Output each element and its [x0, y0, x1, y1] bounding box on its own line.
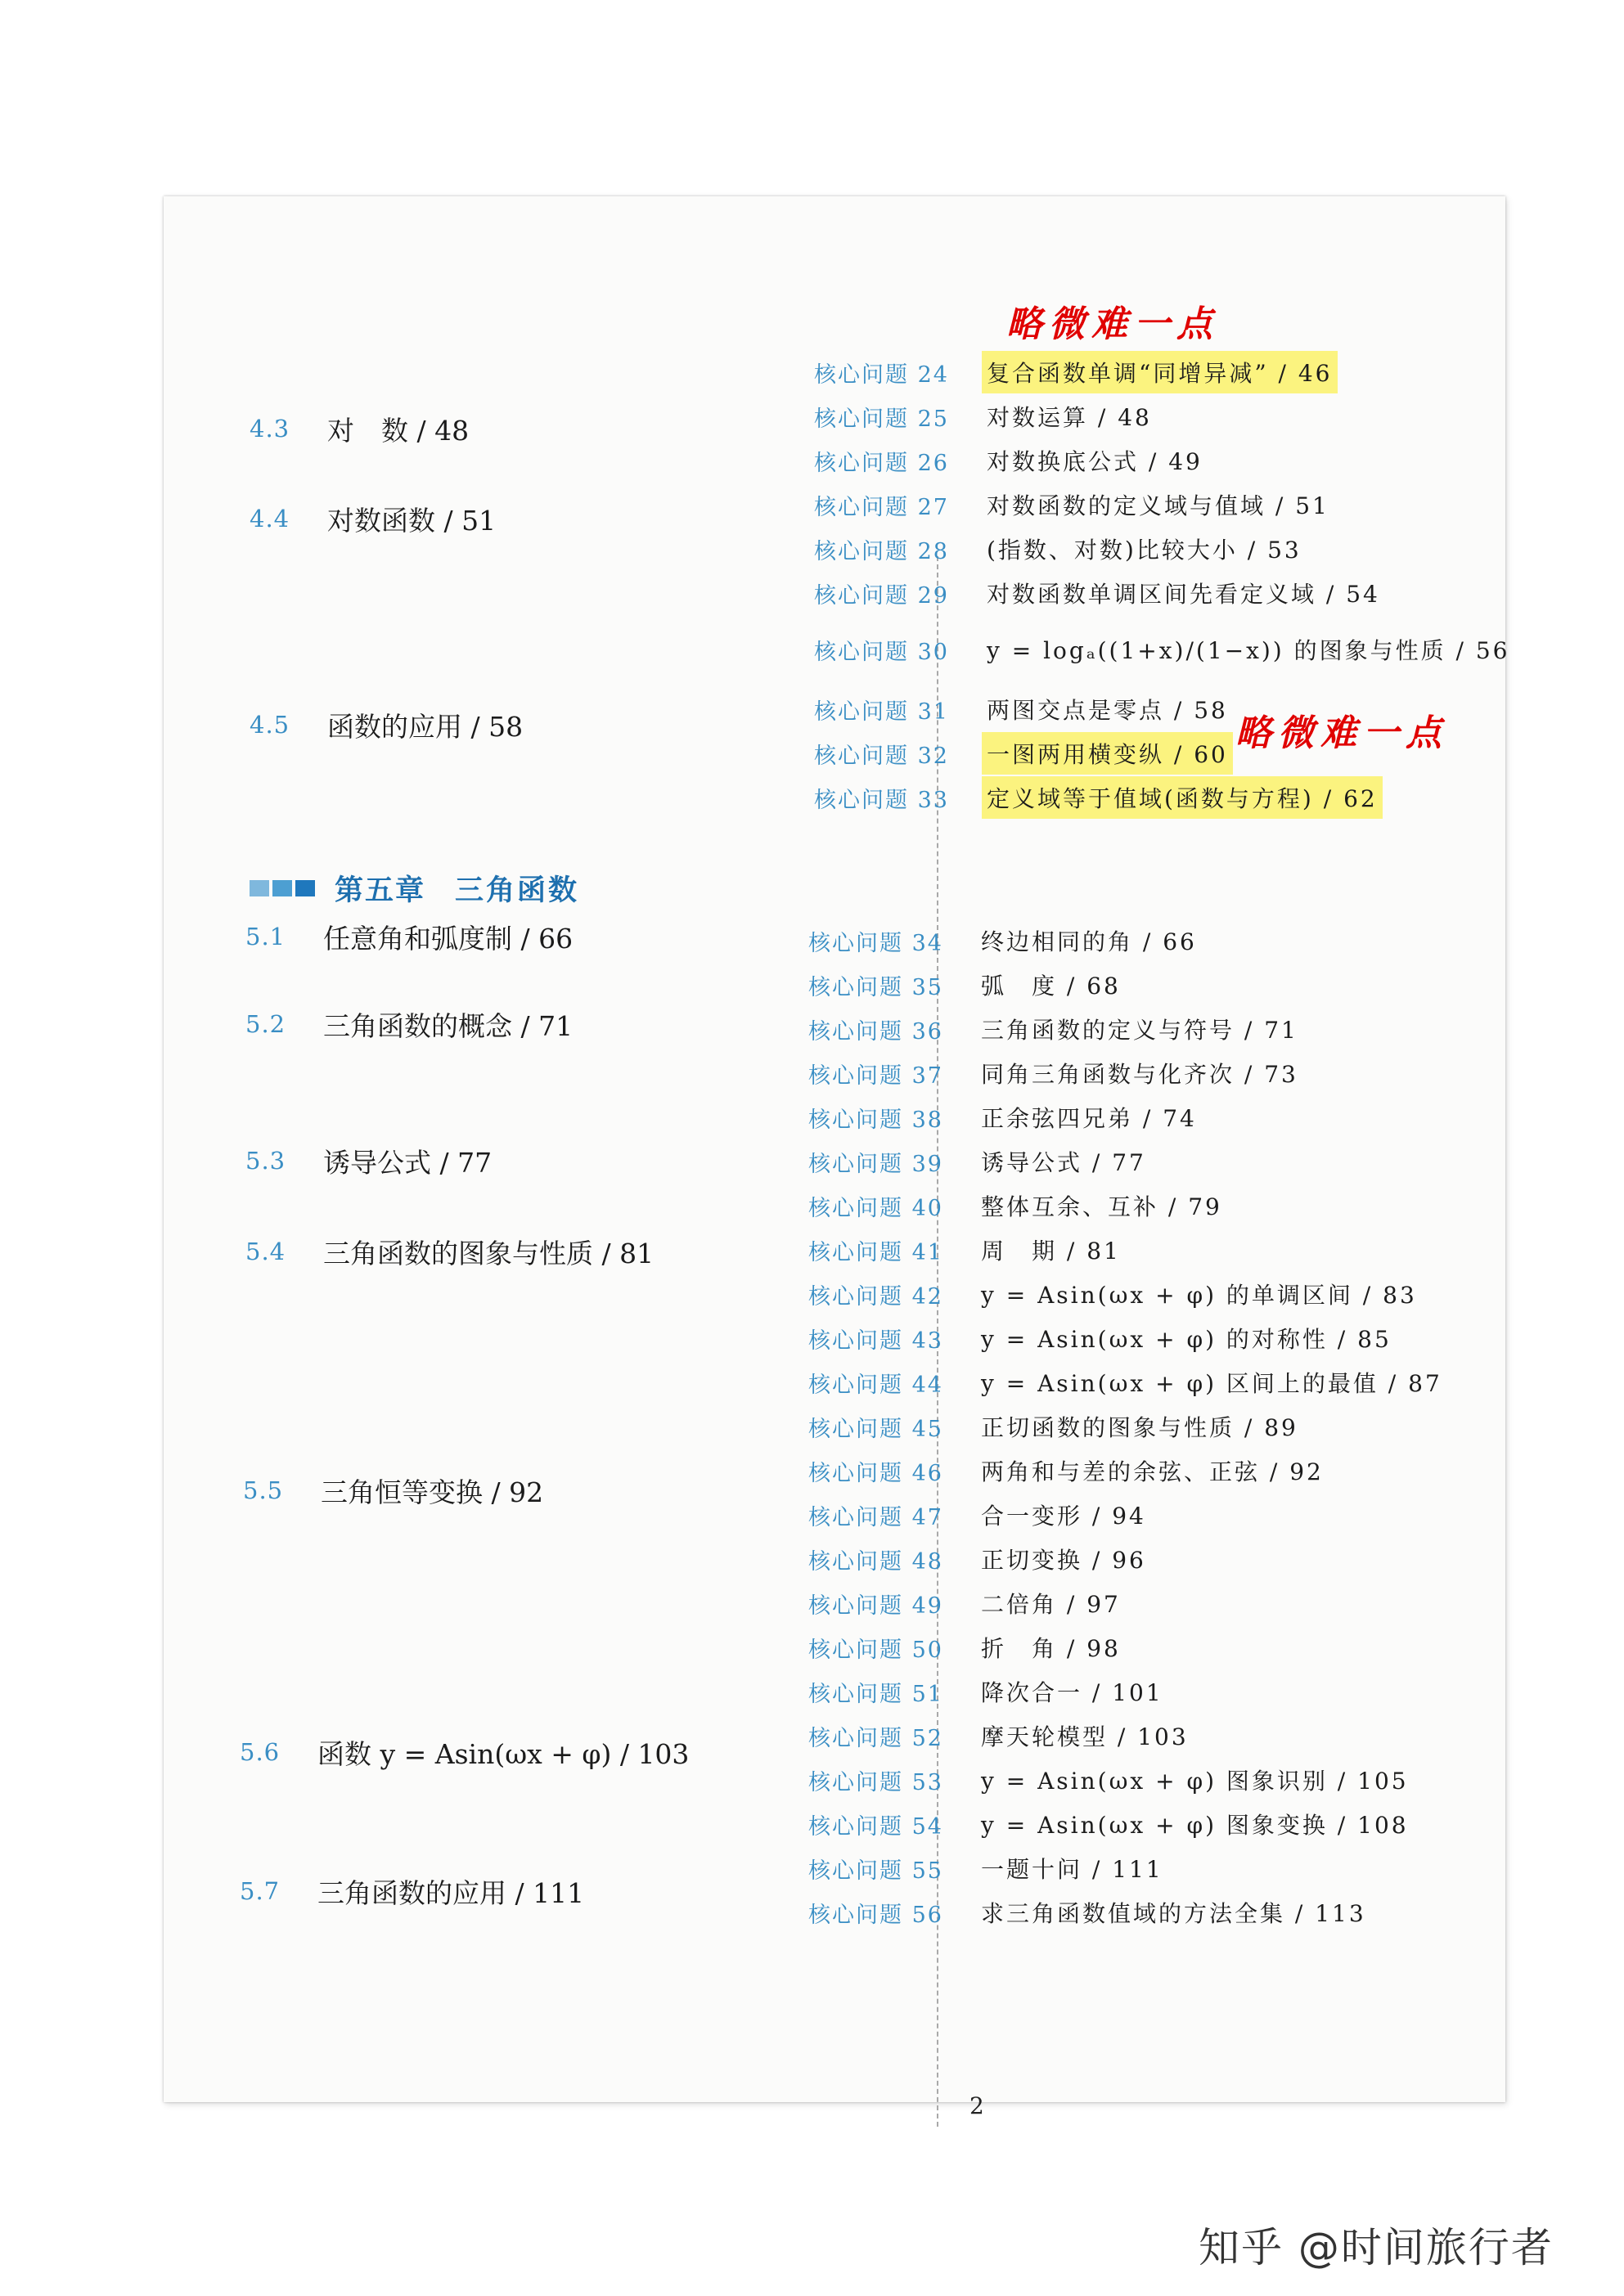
problem-label: 核心问题 31 — [814, 699, 949, 725]
problem-52 — [808, 1718, 1194, 1754]
problem-label: 核心问题 40 — [808, 1195, 943, 1221]
problem-title: 求三角函数值域的方法全集 / 113 — [981, 1900, 1366, 1927]
chapter-name: 三角函数 — [455, 874, 580, 907]
problem-title: 摩天轮模型 / 103 — [981, 1723, 1189, 1750]
section-number: 4.4 — [250, 505, 290, 532]
section-number: 5.7 — [240, 1877, 281, 1905]
section-title: 任意角和弧度制 / 66 — [323, 922, 574, 955]
section-5-7 — [240, 1873, 584, 1909]
problem-title-highlighted: 一图两用横变纵 / 60 — [982, 732, 1233, 775]
problem-label: 核心问题 37 — [808, 1063, 943, 1089]
problem-label: 核心问题 52 — [808, 1725, 943, 1751]
problem-37 — [808, 1055, 1303, 1091]
problem-title: y = Asin(ωx + φ) 区间上的最值 / 87 — [981, 1370, 1442, 1397]
problem-label: 核心问题 51 — [808, 1681, 943, 1707]
problem-label: 核心问题 54 — [808, 1813, 943, 1840]
problem-title: 两图交点是零点 / 58 — [987, 697, 1228, 724]
problem-label: 核心问题 43 — [808, 1328, 943, 1354]
problem-label: 核心问题 25 — [814, 406, 949, 432]
problem-label: 核心问题 33 — [814, 787, 949, 813]
square-icon — [250, 880, 269, 896]
problem-title: 诱导公式 / 77 — [981, 1149, 1146, 1176]
problem-30 — [814, 631, 1515, 667]
problem-49 — [808, 1585, 1126, 1621]
problem-46 — [808, 1453, 1329, 1489]
problem-label: 核心问题 48 — [808, 1548, 943, 1575]
section-title: 对 数 / 48 — [327, 414, 470, 447]
problem-51 — [808, 1674, 1168, 1710]
problem-35 — [808, 967, 1126, 1003]
problem-title: 弧 度 / 68 — [981, 973, 1121, 1000]
problem-50 — [808, 1629, 1126, 1665]
problem-label: 核心问题 50 — [808, 1637, 943, 1663]
problem-title: (指数、对数)比较大小 / 53 — [987, 537, 1302, 564]
problem-label: 核心问题 28 — [814, 538, 949, 564]
chapter-heading — [250, 869, 579, 907]
problem-label: 核心问题 34 — [808, 930, 943, 956]
section-5-6 — [240, 1734, 689, 1770]
problem-label: 核心问题 39 — [808, 1151, 943, 1177]
square-icon — [295, 880, 315, 896]
problem-title: 整体互余、互补 / 79 — [981, 1193, 1222, 1220]
problem-48 — [808, 1541, 1151, 1577]
problem-title: y = Asin(ωx + φ) 图象识别 / 105 — [981, 1768, 1409, 1795]
chapter-label: 第五章 — [335, 874, 426, 907]
problem-47 — [808, 1497, 1151, 1533]
section-title: 三角函数的图象与性质 / 81 — [323, 1237, 655, 1269]
problem-title: 周 期 / 81 — [981, 1238, 1121, 1265]
problem-55 — [808, 1850, 1168, 1886]
problem-label: 核心问题 24 — [814, 362, 949, 388]
section-5-4 — [245, 1233, 654, 1269]
problem-44 — [808, 1364, 1447, 1400]
problem-title: 合一变形 / 94 — [981, 1503, 1146, 1530]
problem-title: 正切变换 / 96 — [981, 1547, 1146, 1574]
problem-label: 核心问题 42 — [808, 1283, 943, 1310]
problem-label: 核心问题 29 — [814, 582, 949, 609]
page-number: 2 — [969, 2092, 984, 2119]
section-title: 诱导公式 / 77 — [323, 1146, 493, 1179]
problem-title: y = logₐ((1+x)/(1−x)) 的图象与性质 / 56 — [987, 637, 1510, 664]
section-title: 函数的应用 / 58 — [327, 710, 524, 743]
difficulty-note: 略微难一点 — [1006, 303, 1219, 345]
problem-title: 对数换底公式 / 49 — [987, 448, 1203, 475]
problem-title: 一题十问 / 111 — [981, 1856, 1163, 1883]
problem-title: 三角函数的定义与符号 / 71 — [981, 1017, 1298, 1044]
section-title: 函数 y = Asin(ωx + φ) / 103 — [317, 1737, 690, 1770]
problem-title: y = Asin(ωx + φ) 图象变换 / 108 — [981, 1812, 1409, 1839]
problem-label: 核心问题 46 — [808, 1460, 943, 1486]
problem-26 — [814, 443, 1208, 479]
problem-title-highlighted: 定义域等于值域(函数与方程) / 62 — [982, 776, 1383, 819]
problem-label: 核心问题 45 — [808, 1416, 943, 1442]
problem-label: 核心问题 53 — [808, 1769, 943, 1795]
section-number: 5.6 — [240, 1738, 281, 1766]
section-5-5 — [243, 1472, 543, 1508]
problem-33 — [814, 780, 1383, 816]
problem-56 — [808, 1894, 1371, 1930]
problem-title: 同角三角函数与化齐次 / 73 — [981, 1061, 1298, 1088]
section-4-5 — [250, 707, 523, 743]
watermark: 知乎 @时间旅行者 — [1199, 2224, 1554, 2271]
problem-label: 核心问题 55 — [808, 1858, 943, 1884]
section-title: 三角恒等变换 / 92 — [321, 1476, 544, 1508]
problem-27 — [814, 487, 1334, 523]
problem-24 — [814, 354, 1338, 390]
problem-39 — [808, 1144, 1151, 1179]
section-title: 三角函数的概念 / 71 — [323, 1009, 574, 1042]
problem-title: 降次合一 / 101 — [981, 1679, 1163, 1706]
problem-title: 折 角 / 98 — [981, 1635, 1121, 1662]
problem-42 — [808, 1276, 1422, 1312]
problem-title: y = Asin(ωx + φ) 的单调区间 / 83 — [981, 1282, 1417, 1309]
section-number: 4.3 — [250, 415, 290, 443]
problem-title: 对数函数的定义域与值域 / 51 — [987, 492, 1329, 519]
problem-title: 对数函数单调区间先看定义域 / 54 — [987, 581, 1380, 608]
problem-label: 核心问题 35 — [808, 974, 943, 1000]
section-4-4 — [250, 501, 496, 537]
section-number: 5.1 — [245, 923, 286, 950]
problem-title: 二倍角 / 97 — [981, 1591, 1121, 1618]
problem-29 — [814, 575, 1385, 611]
problem-41 — [808, 1232, 1126, 1268]
chapter-squares-icon — [250, 880, 315, 896]
problem-label: 核心问题 49 — [808, 1593, 943, 1619]
problem-title: 正切函数的图象与性质 / 89 — [981, 1414, 1298, 1441]
section-5-1 — [245, 919, 573, 955]
problem-label: 核心问题 38 — [808, 1107, 943, 1133]
section-number: 5.4 — [245, 1238, 286, 1265]
problem-31 — [814, 691, 1233, 727]
section-4-3 — [250, 411, 469, 447]
problem-40 — [808, 1188, 1227, 1224]
section-number: 4.5 — [250, 711, 290, 739]
section-5-2 — [245, 1006, 573, 1042]
section-5-3 — [245, 1143, 492, 1179]
problem-title-highlighted: 复合函数单调“同增异减” / 46 — [982, 351, 1338, 393]
problem-label: 核心问题 47 — [808, 1504, 943, 1530]
problem-label: 核心问题 44 — [808, 1372, 943, 1398]
problem-title: 对数运算 / 48 — [987, 404, 1152, 431]
problem-label: 核心问题 32 — [814, 743, 949, 769]
problem-36 — [808, 1011, 1303, 1047]
problem-label: 核心问题 30 — [814, 639, 949, 665]
problem-title: 正余弦四兄弟 / 74 — [981, 1105, 1197, 1132]
section-title: 三角函数的应用 / 111 — [317, 1876, 585, 1909]
problem-label: 核心问题 56 — [808, 1902, 943, 1928]
problem-38 — [808, 1099, 1202, 1135]
problem-54 — [808, 1806, 1414, 1842]
problem-title: 终边相同的角 / 66 — [981, 928, 1197, 955]
section-number: 5.3 — [245, 1147, 286, 1175]
problem-53 — [808, 1762, 1414, 1798]
problem-34 — [808, 923, 1202, 959]
problem-28 — [814, 531, 1307, 567]
problem-title: 两角和与差的余弦、正弦 / 92 — [981, 1458, 1324, 1485]
problem-32 — [814, 735, 1233, 771]
problem-label: 核心问题 27 — [814, 494, 949, 520]
problem-label: 核心问题 26 — [814, 450, 949, 476]
section-title: 对数函数 / 51 — [327, 504, 497, 537]
section-number: 5.5 — [243, 1476, 284, 1504]
problem-title: y = Asin(ωx + φ) 的对称性 / 85 — [981, 1326, 1392, 1353]
problem-45 — [808, 1409, 1303, 1445]
square-icon — [272, 880, 292, 896]
problem-label: 核心问题 41 — [808, 1239, 943, 1265]
problem-label: 核心问题 36 — [808, 1018, 943, 1045]
section-number: 5.2 — [245, 1010, 286, 1038]
problem-43 — [808, 1320, 1397, 1356]
difficulty-note: 略微难一点 — [1235, 712, 1448, 754]
problem-25 — [814, 398, 1157, 434]
book-page — [164, 196, 1510, 2119]
